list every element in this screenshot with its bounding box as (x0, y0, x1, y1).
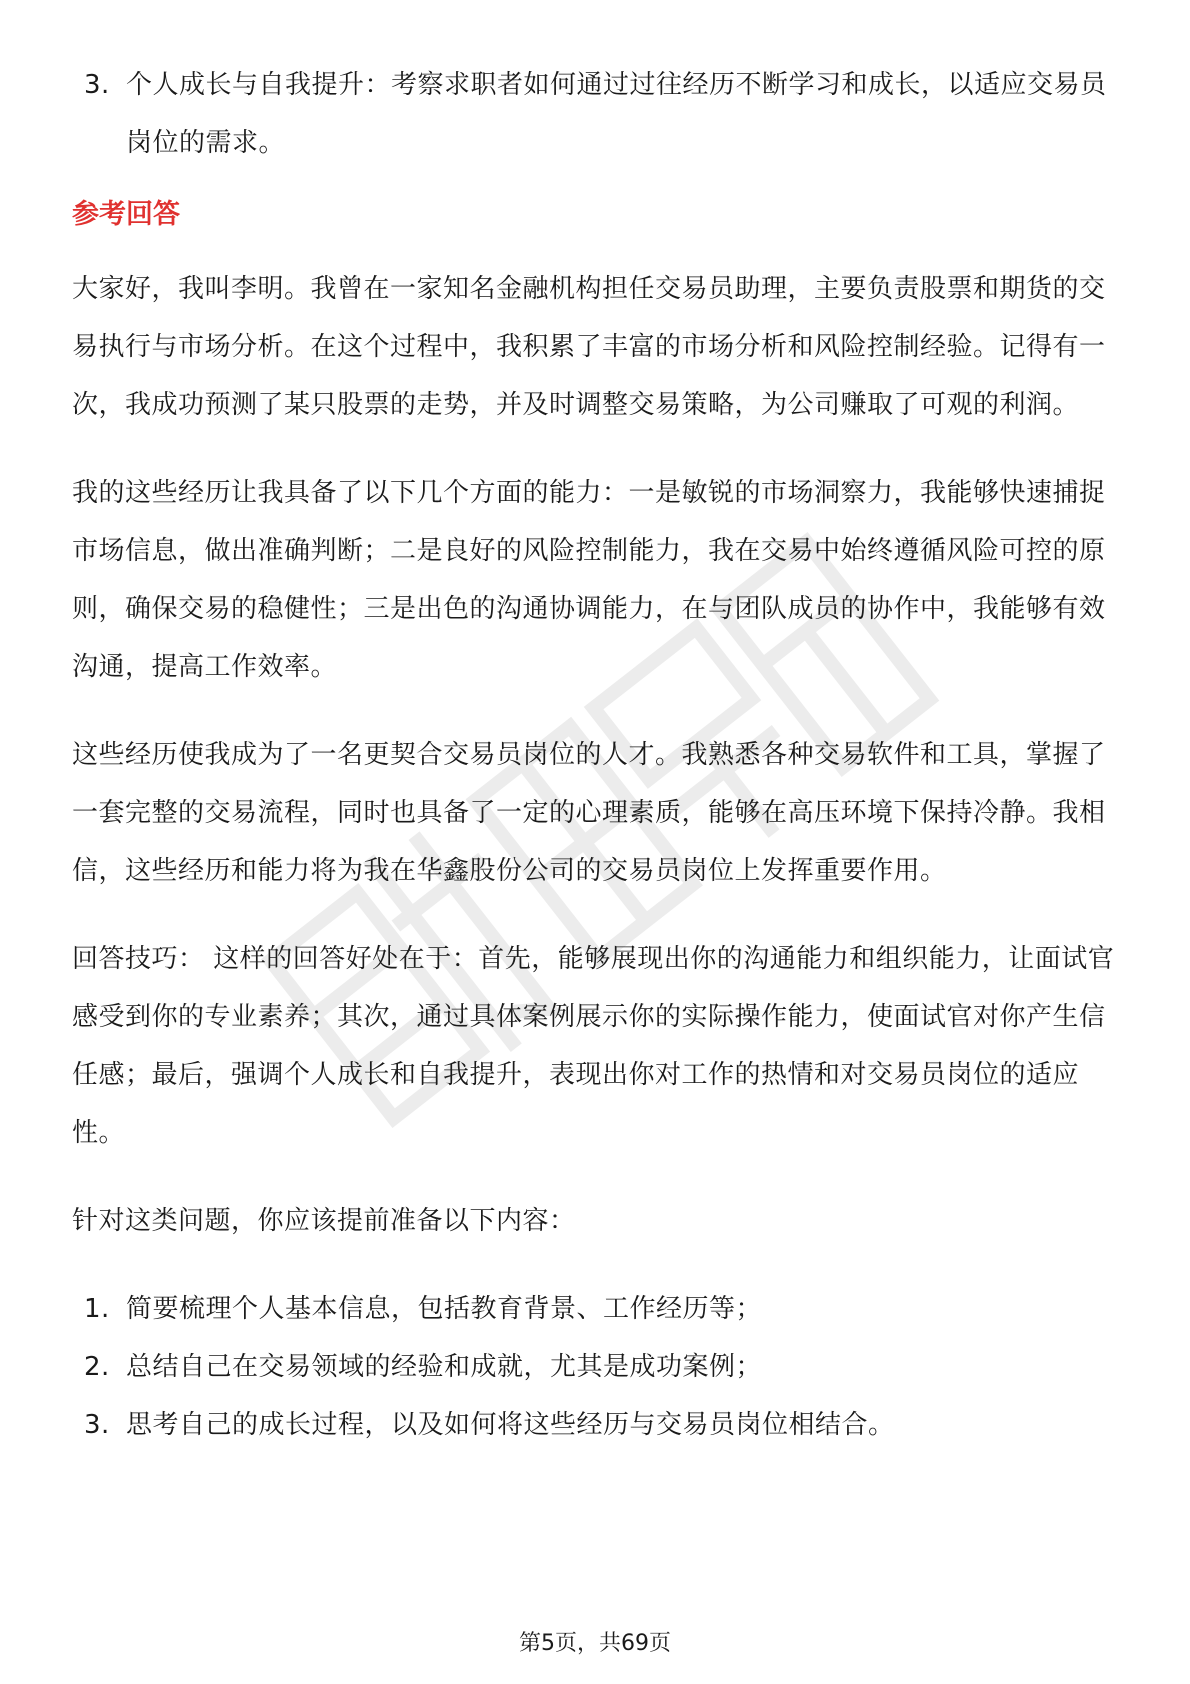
list-item (72, 1396, 1124, 1454)
answer-tips-paragraph: 回答技巧： 这样的回答好处在于：首先，能够展现出你的沟通能力和组织能力，让面试官感受到你的专业素养；其次，通过具体案例展示你的实际操作能力，使面试官对你产生信任感；最后，强调个人成长和自我提升，表现出你对工作的热情和对交易员岗位的适应性。 (72, 944, 1115, 1148)
answer-paragraph-abilities: 我的这些经历让我具备了以下几个方面的能力：一是敏锐的市场洞察力，我能够快速捕捉市场信息，做出准确判断；二是良好的风险控制能力，我在交易中始终遵循风险可控的原则，确保交易的稳健性；三是出色的沟通协调能力，在与团队成员的协作中，我能够有效沟通，提高工作效率。 (72, 478, 1106, 682)
page-content (72, 56, 1124, 1454)
answer-paragraph-fit: 这些经历使我成为了一名更契合交易员岗位的人才。我熟悉各种交易软件和工具，掌握了一套完整的交易流程，同时也具备了一定的心理素质，能够在高压环境下保持冷静。我相信，这些经历和能力将为我在华鑫股份公司的交易员岗位上发挥重要作用。 (72, 740, 1106, 886)
preparation-intro: 针对这类问题，你应该提前准备以下内容： (72, 1206, 576, 1236)
list-item (72, 1280, 1124, 1338)
page-number-footer: 第5页，共69页 (519, 1631, 671, 1656)
list-item-number: 3. (84, 70, 110, 100)
answer-paragraph-intro: 大家好，我叫李明。我曾在一家知名金融机构担任交易员助理，主要负责股票和期货的交易执行与市场分析。在这个过程中，我积累了丰富的市场分析和风险控制经验。记得有一次，我成功预测了某只股票的走势，并及时调整交易策略，为公司赚取了可观的利润。 (72, 274, 1106, 420)
list-item-text: 个人成长与自我提升：考察求职者如何通过过往经历不断学习和成长，以适应交易员岗位的需求。 (126, 70, 1107, 158)
list-item (72, 1338, 1124, 1396)
list-item-number: 3. (84, 1410, 110, 1440)
list-item-text: 思考自己的成长过程，以及如何将这些经历与交易员岗位相结合。 (126, 1410, 895, 1440)
preparation-list (72, 1280, 1124, 1454)
section-heading: 参考回答 (72, 199, 180, 230)
list-item (72, 56, 1124, 172)
list-item-text: 总结自己在交易领域的经验和成就，尤其是成功案例； (126, 1352, 763, 1382)
list-item-number: 1. (84, 1294, 110, 1324)
criteria-list (72, 56, 1124, 172)
list-item-text: 简要梳理个人基本信息，包括教育背景、工作经历等； (126, 1294, 763, 1324)
list-item-number: 2. (84, 1352, 110, 1382)
